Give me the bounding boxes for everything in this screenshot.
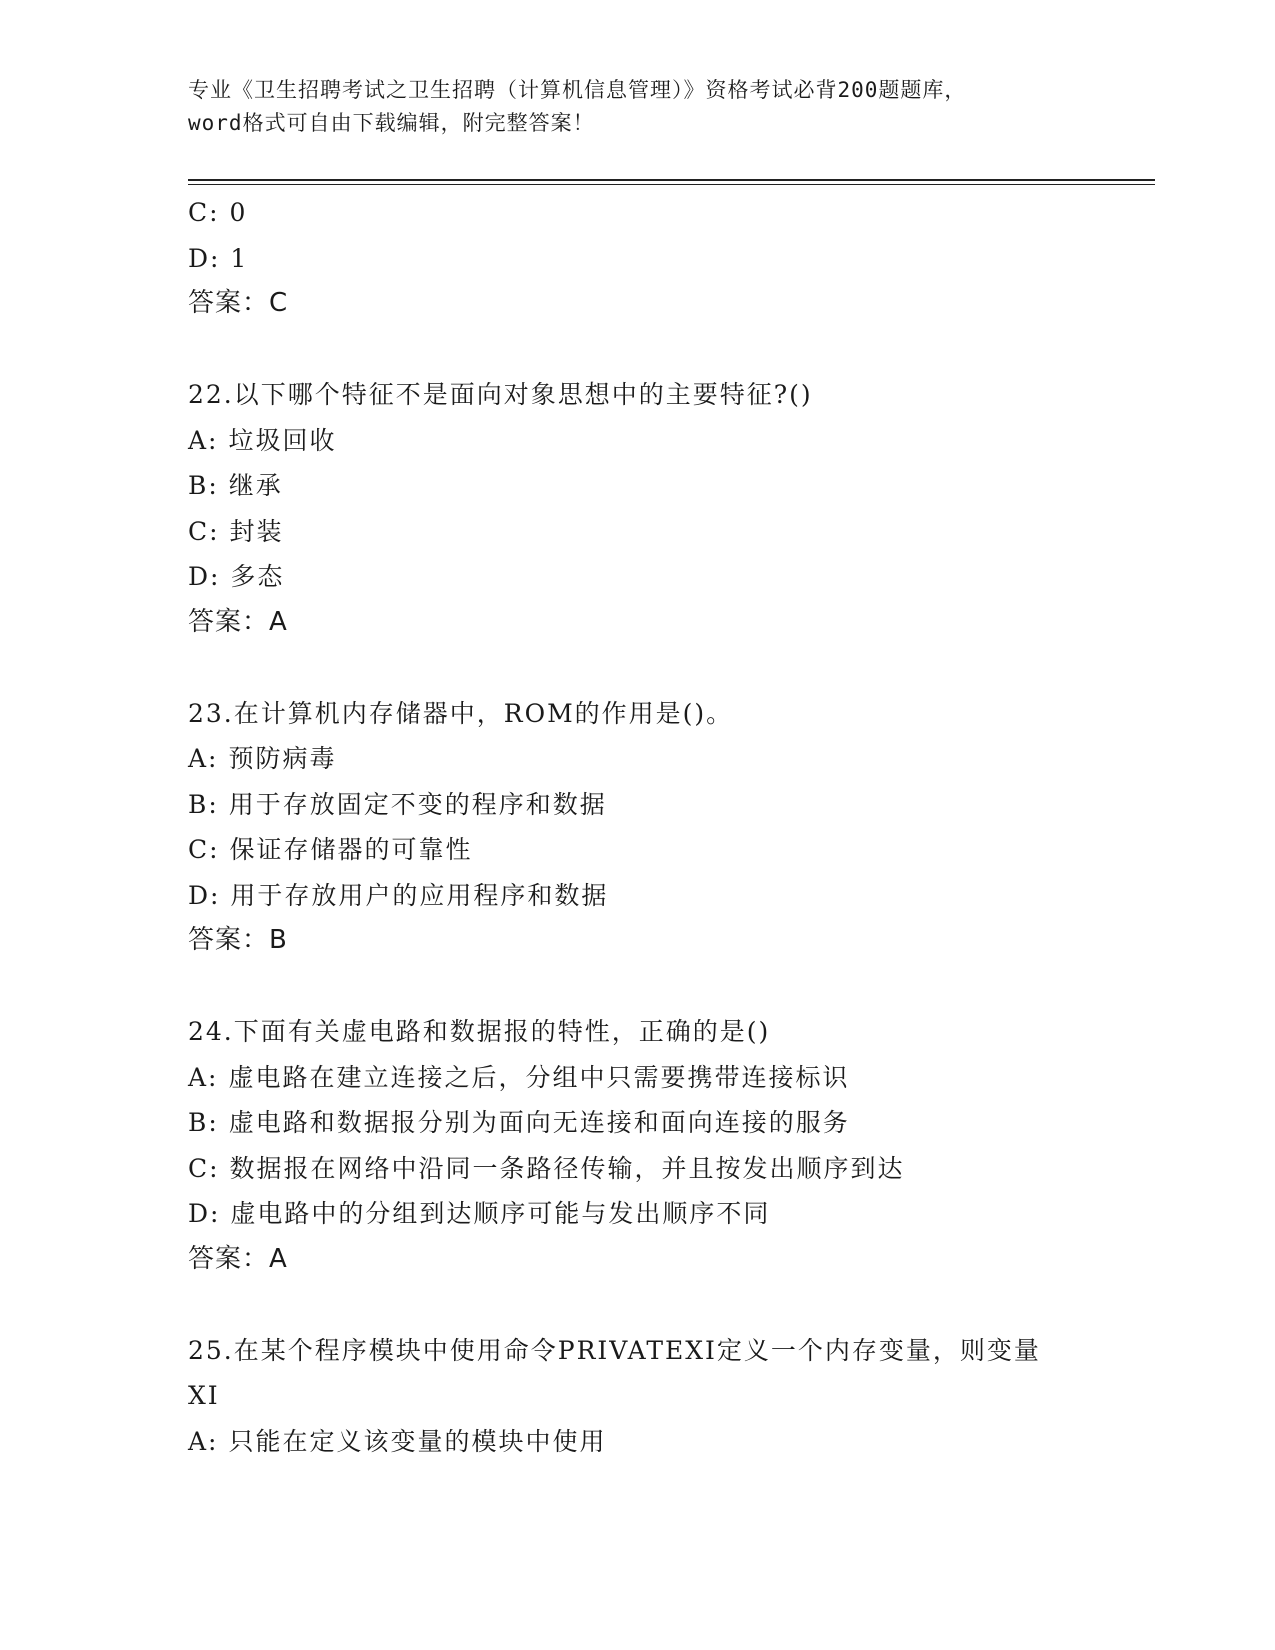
- question-24: [188, 1009, 1128, 1282]
- option-d: [188, 1191, 1128, 1237]
- option-label: B:: [188, 471, 219, 500]
- option-label: B:: [188, 789, 219, 819]
- option-label: D:: [188, 1199, 221, 1228]
- header-rule-thick: [188, 179, 1155, 181]
- option-label: C:: [188, 835, 220, 864]
- option-d: [188, 554, 1128, 600]
- question-25: [188, 1328, 1128, 1465]
- option-a: [188, 1419, 1128, 1465]
- question-title: 24.下面有关虚电路和数据报的特性，正确的是(): [188, 1017, 771, 1046]
- option-b: [188, 463, 1128, 509]
- question-title-continuation: XI: [188, 1381, 220, 1410]
- question-22: [188, 372, 1128, 645]
- option-b: [188, 782, 1128, 828]
- spacer: [188, 964, 1128, 1010]
- option-text: 虚电路中的分组到达顺序可能与发出顺序不同: [230, 1199, 771, 1228]
- option-label: A:: [188, 744, 219, 773]
- answer-line: 答案：A: [188, 606, 288, 637]
- option-label: D:: [188, 562, 221, 591]
- spacer: [188, 1282, 1128, 1328]
- question-21-continued: [188, 190, 1128, 327]
- option-a: [188, 418, 1128, 464]
- option-d: [188, 873, 1128, 919]
- option-text: 虚电路在建立连接之后，分组中只需要携带连接标识: [228, 1062, 850, 1092]
- header-line-2: word格式可自由下载编辑，附完整答案！: [188, 111, 595, 135]
- option-text: 数据报在网络中沿同一条路径传输，并且按发出顺序到达: [229, 1153, 905, 1183]
- option-text: 用于存放固定不变的程序和数据: [228, 789, 607, 819]
- option-label: B:: [188, 1108, 219, 1137]
- option-text: 封装: [229, 516, 284, 546]
- option-text: 继承: [228, 471, 283, 500]
- question-title: 23.在计算机内存储器中，ROM的作用是()。: [188, 698, 734, 728]
- option-c: [188, 1146, 1128, 1192]
- header-line-1: 专业《卫生招聘考试之卫生招聘（计算机信息管理）》资格考试必背200题题库，: [188, 78, 967, 102]
- option-c: [188, 827, 1128, 873]
- option-label: C:: [188, 1153, 220, 1183]
- option-label: C:: [188, 198, 220, 227]
- option-text: 用于存放用户的应用程序和数据: [230, 880, 609, 910]
- question-23: [188, 691, 1128, 964]
- option-text: 垃圾回收: [228, 425, 337, 455]
- question-title: 22.以下哪个特征不是面向对象思想中的主要特征?(): [188, 380, 813, 409]
- option-text: 只能在定义该变量的模块中使用: [228, 1426, 607, 1456]
- option-text: 预防病毒: [228, 744, 337, 773]
- answer-line: 答案：A: [188, 1243, 288, 1274]
- option-label: D:: [188, 243, 221, 273]
- option-c: [188, 190, 1128, 236]
- document-header: [188, 74, 1088, 140]
- option-text: 虚电路和数据报分别为面向无连接和面向连接的服务: [228, 1108, 850, 1137]
- spacer: [188, 327, 1128, 373]
- option-label: A:: [188, 1426, 219, 1456]
- option-b: [188, 1100, 1128, 1146]
- option-text: 保证存储器的可靠性: [229, 835, 473, 864]
- answer-line: 答案：C: [188, 288, 289, 318]
- header-rule-thin: [188, 184, 1155, 185]
- option-label: C:: [188, 516, 220, 546]
- spacer: [188, 645, 1128, 691]
- option-label: A:: [188, 1062, 219, 1092]
- answer-line: 答案：B: [188, 925, 288, 955]
- option-d: [188, 236, 1128, 282]
- option-a: [188, 736, 1128, 782]
- option-text: 多态: [230, 562, 285, 591]
- option-text: 1: [230, 243, 249, 273]
- question-content: [188, 190, 1128, 1464]
- option-text: 0: [229, 198, 248, 227]
- option-label: A:: [188, 425, 219, 455]
- question-title: 25.在某个程序模块中使用命令PRIVATEXI定义一个内存变量，则变量: [188, 1335, 1041, 1365]
- option-a: [188, 1055, 1128, 1101]
- option-label: D:: [188, 880, 221, 910]
- option-c: [188, 509, 1128, 555]
